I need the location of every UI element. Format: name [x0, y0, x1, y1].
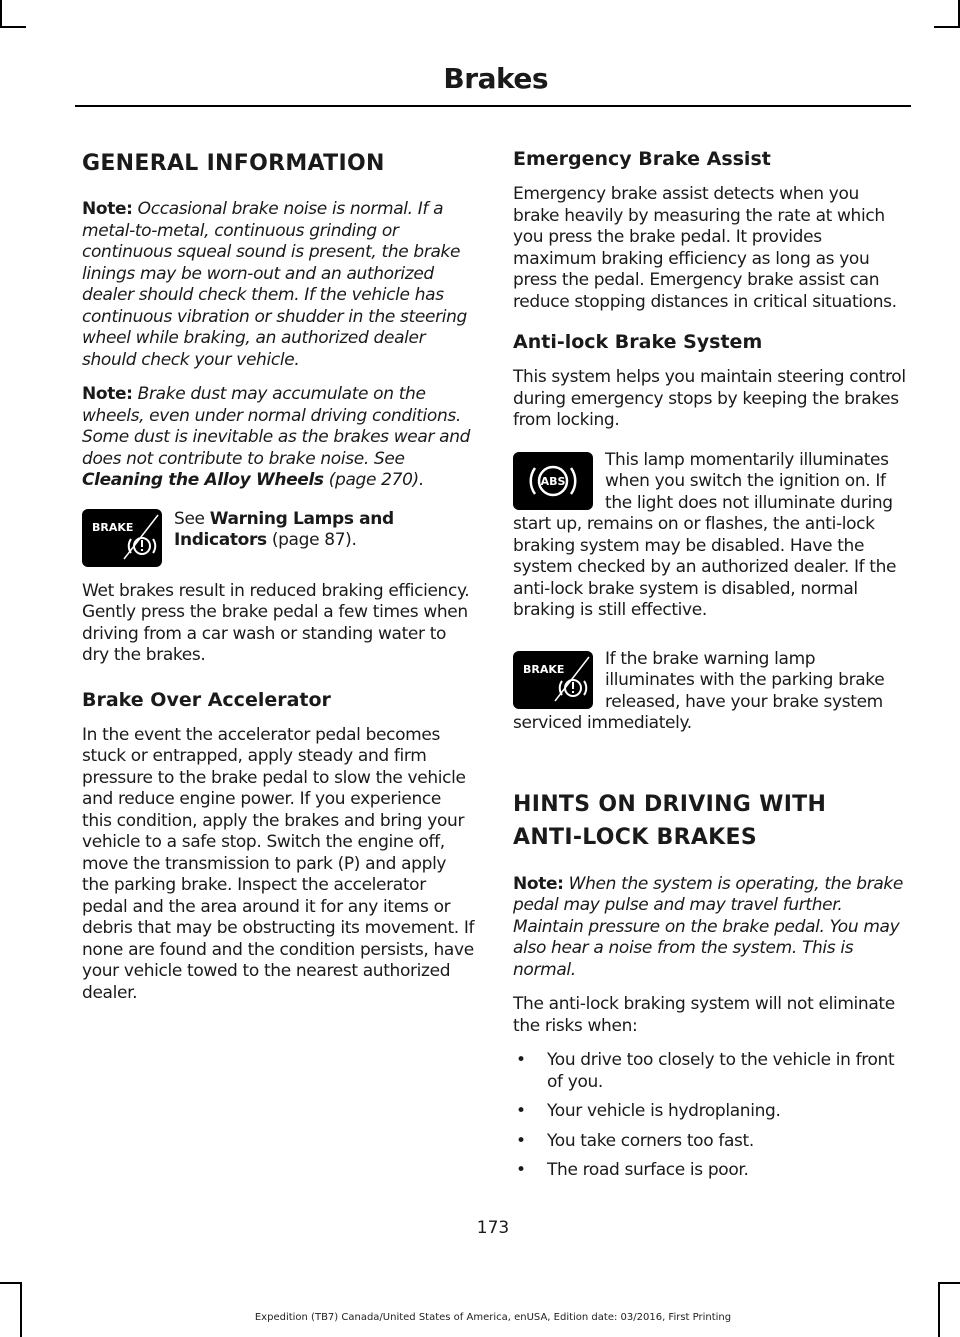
crop-mark — [0, 26, 26, 28]
paragraph-brake-lamp: If the brake warning lamp illuminates with the parking brake released, have your brake system serviced immediately. — [513, 648, 885, 733]
crop-mark — [20, 1282, 22, 1337]
right-column — [513, 120, 908, 1190]
page-number: 173 — [476, 1218, 510, 1238]
link-warning-lamps[interactable]: Warning Lamps and Indicators — [174, 508, 394, 550]
section-heading-hints-abs: HINTS ON DRIVING WITH ANTI-LOCK BRAKES — [513, 791, 827, 850]
page-header-title: Brakes — [443, 62, 548, 95]
page-footer: Expedition (TB7) Canada/United States of America, enUSA, Edition date: 03/2016, First Printing — [254, 1312, 732, 1323]
paragraph-wet-brakes: Wet brakes result in reduced braking efficiency. Gently press the brake pedal a few times when driving from a car wash or standing water to dry the brakes. — [82, 580, 470, 665]
subheading-brake-over-accelerator: Brake Over Accelerator — [82, 688, 331, 711]
crop-mark — [938, 1282, 940, 1337]
section-heading-general-information: GENERAL INFORMATION — [82, 151, 385, 176]
list-item: • You take corners too fast. — [513, 1131, 908, 1153]
svg-text:BRAKE: BRAKE — [523, 662, 565, 676]
paragraph-abs-lamp: This lamp momentarily illuminates when you switch the ignition on. If the light does not illuminate during start up, remains on or flashes, the anti-lock braking system may be disabled. Have the system checked by an authorized dealer. If the anti-lock brake system is disabled, normal braking is still effective. — [513, 449, 897, 620]
note-brake-noise: Note: Occasional brake noise is normal. If a metal-to-metal, continuous grinding or continuous squeal sound is present, the brake linings may be worn-out and an authorized dealer should check them. If the vehicle has continuous vibration or shudder in the steering wheel while braking, an authorized dealer should check your vehicle. — [82, 199, 467, 370]
brake-lamp-paragraph — [513, 649, 908, 748]
risk-list — [513, 1050, 908, 1182]
abs-warning-lamp-icon — [513, 452, 593, 510]
list-item: • You drive too closely to the vehicle in front of you. — [513, 1050, 908, 1093]
brake-warning-lamp-icon — [513, 651, 593, 709]
crop-mark — [934, 26, 960, 28]
paragraph-brake-over-accelerator: In the event the accelerator pedal becomes stuck or entrapped, apply steady and firm pressure to the brake pedal to slow the vehicle and reduce engine power. If you experience this condition, apply the brakes and bring your vehicle to a safe stop. Switch the engine off, move the transmission to park (P) and apply the parking brake. Inspect the accelerator pedal and the area around it for any items or debris that may be obstructing its movement. If none are found and the condition persists, have your vehicle towed to the nearest authorized dealer. — [82, 724, 475, 1003]
svg-text:ABS: ABS — [540, 474, 566, 488]
crop-mark — [0, 0, 2, 26]
svg-text:BRAKE: BRAKE — [92, 520, 134, 534]
paragraph-emergency-brake-assist: Emergency brake assist detects when you brake heavily by measuring the rate at which you press the brake pedal. It provides maximum braking efficiency as long as you press the pedal. Emergency brake assist can reduce stopping distances in critical situations. — [513, 184, 897, 312]
crop-mark — [938, 1282, 960, 1284]
note-brake-dust: Note: Brake dust may accumulate on the wheels, even under normal driving conditions. Some dust is inevitable as the brakes wear and does not contribute to brake noise. See Cleaning the Alloy Wheels (page 270). — [82, 384, 471, 490]
link-cleaning-alloy-wheels[interactable]: Cleaning the Alloy Wheels — [82, 470, 324, 490]
see-warning-lamps: BRAKE See Warning Lamps and Indicators (page 87). — [82, 505, 475, 571]
paragraph-abs-intro: This system helps you maintain steering control during emergency stops by keeping the brakes from locking. — [513, 367, 906, 430]
paragraph-abs-risks: The anti-lock braking system will not eliminate the risks when: — [513, 994, 895, 1036]
list-item: • Your vehicle is hydroplaning. — [513, 1101, 908, 1123]
header-rule — [75, 105, 911, 107]
left-column — [82, 120, 475, 1017]
crop-mark — [0, 1282, 22, 1284]
abs-lamp-paragraph — [513, 450, 908, 635]
subheading-emergency-brake-assist: Emergency Brake Assist — [513, 148, 771, 170]
brake-warning-lamp-icon — [82, 509, 162, 567]
list-item: • The road surface is poor. — [513, 1160, 908, 1182]
subheading-anti-lock-brake-system: Anti-lock Brake System — [513, 331, 763, 353]
note-system-operating: Note: When the system is operating, the brake pedal may pulse and may travel further. Maintain pressure on the brake pedal. You may also hear a noise from the system. This is normal. — [513, 873, 904, 980]
